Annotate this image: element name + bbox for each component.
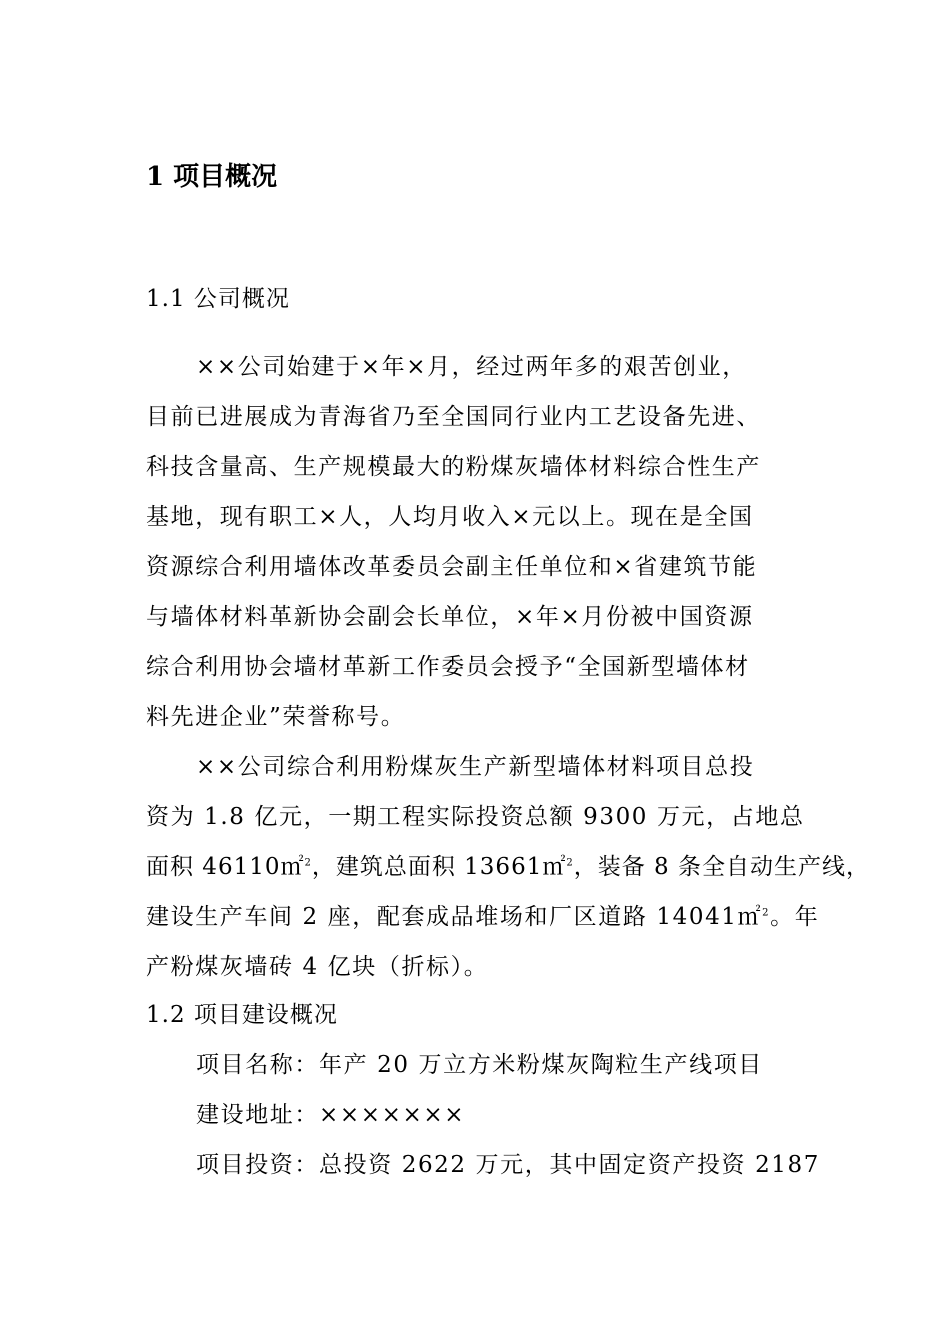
project-investment-line: 项目投资：总投资 2622 万元，其中固定资产投资 2187 <box>196 1152 820 1178</box>
paragraph-line: 与墙体材料革新协会副会长单位，×年×月份被中国资源 <box>146 604 754 630</box>
paragraph-line: 料先进企业”荣誉称号。 <box>146 704 406 730</box>
superscript: 2 <box>304 857 312 869</box>
text-run: 建设生产车间 2 座，配套成品堆场和厂区道路 14041㎡ <box>146 904 763 930</box>
text-run: 面积 46110㎡ <box>146 854 305 880</box>
section-heading-1-2: 1.2 项目建设概况 <box>146 1002 338 1028</box>
paragraph-line: 基地，现有职工×人，人均月收入×元以上。现在是全国 <box>146 504 754 530</box>
paragraph-line: ××公司综合利用粉煤灰生产新型墙体材料项目总投 <box>196 754 755 780</box>
text-run: 。年 <box>770 904 820 930</box>
project-site-line: 建设地址：××××××× <box>196 1102 466 1128</box>
paragraph-line: 目前已进展成为青海省乃至全国同行业内工艺设备先进、 <box>146 404 761 430</box>
superscript: 2 <box>566 857 574 869</box>
paragraph-line: 产粉煤灰墙砖 4 亿块（折标）。 <box>146 954 489 980</box>
text-run: ，建筑总面积 13661㎡ <box>311 854 567 880</box>
paragraph-line: 科技含量高、生产规模最大的粉煤灰墙体材料综合性生产 <box>146 454 761 480</box>
chapter-heading: 1 项目概况 <box>146 162 278 192</box>
paragraph-line: 资源综合利用墙体改革委员会副主任单位和×省建筑节能 <box>146 554 758 580</box>
paragraph-line: 综合利用协会墙材革新工作委员会授予“全国新型墙体材 <box>146 654 750 680</box>
text-run: ，装备 8 条全自动生产线， <box>573 854 870 880</box>
project-name-line: 项目名称：年产 20 万立方米粉煤灰陶粒生产线项目 <box>196 1052 763 1078</box>
paragraph-line <box>146 902 819 932</box>
paragraph-line: ××公司始建于×年×月，经过两年多的艰苦创业， <box>196 354 747 380</box>
paragraph-line: 资为 1.8 亿元，一期工程实际投资总额 9300 万元，占地总 <box>146 804 805 830</box>
section-heading-1-1: 1.1 公司概况 <box>146 286 290 312</box>
paragraph-line <box>146 852 870 882</box>
superscript: 2 <box>762 907 771 919</box>
